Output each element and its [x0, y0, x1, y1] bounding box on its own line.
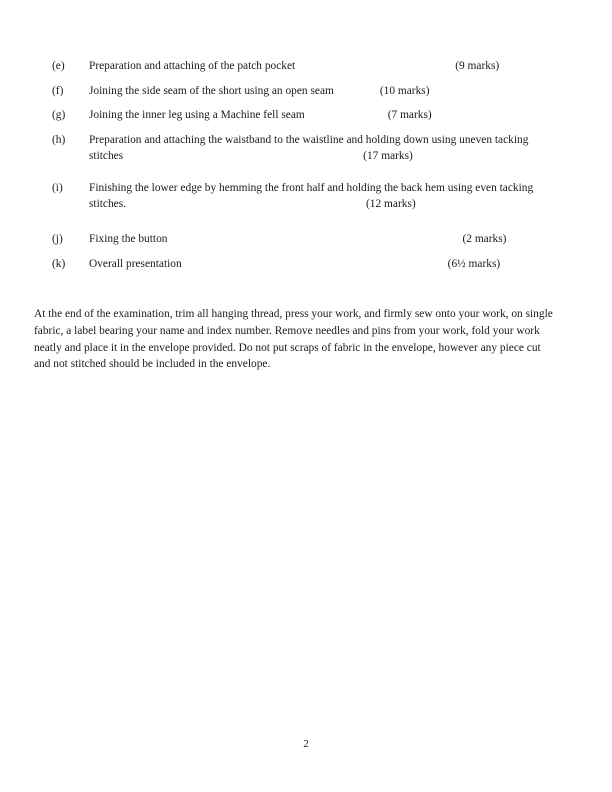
question-marks: (10 marks) [379, 84, 430, 97]
question-body [89, 256, 560, 272]
question-body [89, 180, 560, 196]
question-marks: (9 marks) [455, 60, 500, 72]
question-continuation-line [89, 148, 560, 164]
closing-instructions-paragraph: At the end of the examination, trim all hanging thread, press your work, and firmly sew onto your work, on single fabric, a label bearing your name and index number. Remove needles and pins from your work, fold your work neatly and place it in the envelope provided. Do not put scraps of fabric in the envelope, however any piece cut and not stitched should be included in the envelope. [34, 308, 553, 371]
question-item [52, 256, 560, 272]
question-body [89, 83, 560, 99]
question-body [89, 132, 560, 148]
question-text: Joining the inner leg using a Machine fell seam [89, 109, 305, 122]
question-item [52, 180, 560, 212]
question-body [89, 58, 560, 74]
question-marks: (7 marks) [387, 109, 432, 122]
question-text: Joining the side seam of the short using an open seam [89, 84, 334, 97]
question-text: Finishing the lower edge by hemming the front half and holding the back hem using even tacking [89, 181, 534, 194]
question-label: (g) [52, 109, 66, 122]
question-text: Preparation and attaching of the patch pocket [89, 60, 296, 72]
question-item [52, 58, 560, 74]
question-item [52, 107, 560, 123]
question-item [52, 132, 560, 164]
question-marks: (6½ marks) [447, 258, 501, 270]
question-text: Preparation and attaching the waistband to the waistline and holding down using uneven tacking [89, 134, 529, 147]
question-list [52, 58, 560, 272]
question-label: (h) [52, 134, 66, 147]
question-body [89, 107, 560, 123]
question-continuation-text: stitches. [89, 198, 127, 211]
question-text: Overall presentation [89, 258, 182, 270]
question-label: (k) [52, 258, 66, 270]
question-label: (i) [52, 181, 63, 194]
question-marks: (17 marks) [363, 150, 413, 163]
question-item [52, 231, 560, 247]
question-body [89, 231, 560, 247]
question-marks: (12 marks) [366, 198, 416, 211]
question-marks: (2 marks) [462, 233, 507, 246]
question-label: (f) [52, 84, 64, 97]
question-continuation-text: stitches [89, 150, 124, 163]
question-text: Fixing the button [89, 233, 168, 246]
question-continuation-line [89, 196, 560, 212]
page-number: 2 [303, 738, 309, 750]
question-label: (e) [52, 60, 65, 72]
question-item [52, 83, 560, 99]
question-label: (j) [52, 233, 63, 246]
